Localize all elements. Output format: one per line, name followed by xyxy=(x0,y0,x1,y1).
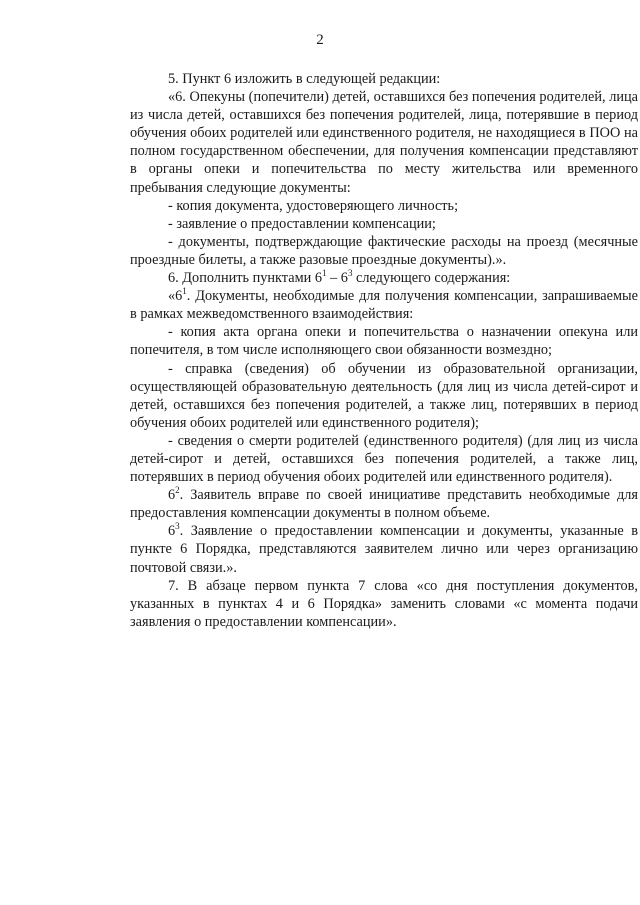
list-item-application: - заявление о предоставлении компенсации; xyxy=(168,215,436,232)
paragraph-item-5: 5. Пункт 6 изложить в следующей редакции: xyxy=(168,71,441,87)
paragraph-item-7: 7. В абзаце первом пункта 7 слова «со дня поступления документов, указанных в пунктах 4 и 6 Порядка» заменить словами «с момента подачи заявления о предоставлении компенсации». xyxy=(130,577,638,630)
paragraph-item-6-new-text: «6. Опекуны (попечители) детей, оставшихся без попечения родителей, лица из числа детей, оставшихся без попечения родителей, лица, потерявшие в период обучения обоих родителей или единственного родителя, не находящиеся в ПОО на полном государственном обеспечении, для получения компенсации представляют в органы опеки и попечительства по месту жительства или временного пребывания следующие документы: xyxy=(130,89,638,196)
paragraph-item-6-1: «$6^1$. Документы, необходимые для получения компенсации, запрашиваемые в рамках межведомственного взаимодействия: xyxy=(130,286,638,323)
list-item-identity-document: - копия документа, удостоверяющего личность; xyxy=(168,197,459,214)
document-body xyxy=(130,70,638,631)
paragraph-item-6-add: 6. Дополнить пунктами $6^1 - 6^3$ следующего содержания: xyxy=(168,268,511,287)
page-number: 2 xyxy=(316,32,324,48)
list-item-travel-documents: - документы, подтверждающие фактические расходы на проезд (месячные проездные билеты, а также разовые проездные документы).». xyxy=(130,233,638,268)
list-item-education-certificate: - справка (сведения) об обучении из образовательной организации, осуществляющей образовательную деятельность (для лиц из числа детей-сирот и детей, оставшихся без попечения родителей, а также лиц, потерявших в период обучения обоих родителей или единственного родителя); xyxy=(130,360,638,431)
list-item-guardianship-act: - копия акта органа опеки и попечительства о назначении опекуна или попечителя, в том числе исполняющего свои обязанности возмездно; xyxy=(130,324,638,359)
paragraph-item-6-3: $6^3$. Заявление о предоставлении компенсации и документы, указанные в пункте 6 Порядка, представляются заявителем лично или через организацию почтовой связи.». xyxy=(130,521,638,576)
paragraph-item-6-2: $6^2$. Заявитель вправе по своей инициативе представить необходимые для предоставления компенсации документы в полном объеме. xyxy=(130,485,638,522)
list-item-death-info: - сведения о смерти родителей (единственного родителя) (для лиц из числа детей-сирот и детей, оставшихся без попечения родителей, а также лиц, потерявших в период обучения обоих родителей или единственного родителя). xyxy=(130,432,638,486)
